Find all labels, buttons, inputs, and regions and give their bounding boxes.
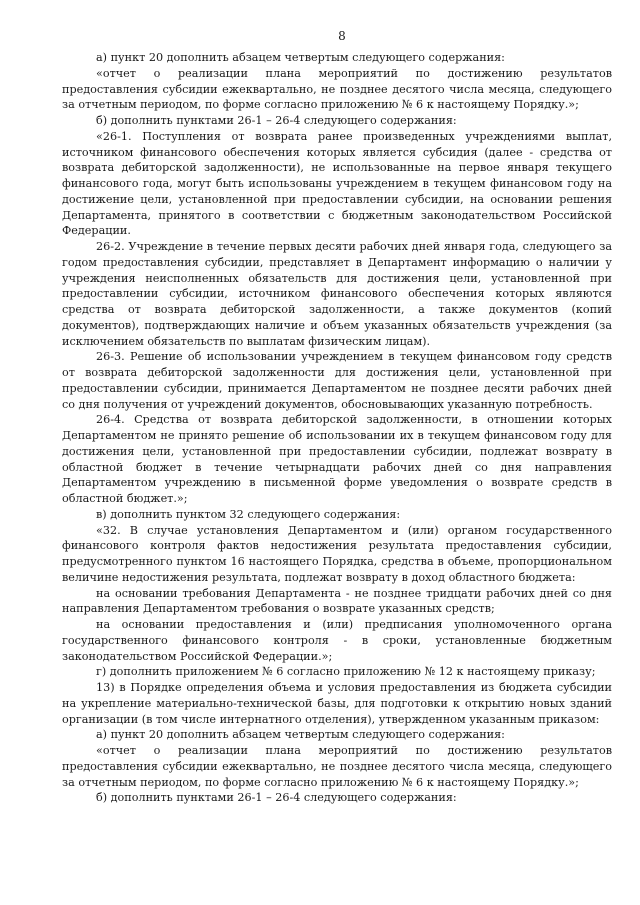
- paragraph-26-3: 26-3. Решение об использовании учреждением в текущем финансовом году средств от возврата дебиторской задолженности для достижения цели, установленной при предоставлении субсидии, принимается Департаментом не позднее десяти рабочих дней со дня получения от учреждений документов, обосновывающих указанную потребность.: [62, 350, 612, 411]
- paragraph-26-2: 26-2. Учреждение в течение первых десяти рабочих дней января года, следующего за годом предоставления субсидии, представляет в Департамент информацию о наличии у учреждения неисполненных обязательств для достижения цели, установленной при предоставлении субсидии, источником финансового обеспечения которых являются средства от возврата дебиторской задолженности, а также документов (копий документов), подтверждающих наличие и объем указанных обязательств учреждения (за исключением обязательств по выплатам физическим лицам).: [62, 240, 612, 348]
- page-number: 8: [338, 29, 346, 43]
- paragraph-13: 13) в Порядке определения объема и условия предоставления из бюджета субсидии на укрепление материально-технической базы, для подготовки к открытию новых зданий организации (в том числе интернатного отделения), утвержденном указанным приказом:: [62, 681, 612, 726]
- paragraph-32-control: на основании предоставления и (или) предписания уполномоченного органа государственного финансового контроля - в сроки, установленные бюджетным законодательством Российской Федерации.»;: [62, 618, 612, 663]
- paragraph-item-b: б) дополнить пунктами 26-1 – 26-4 следующего содержания:: [96, 114, 457, 127]
- paragraph-32: «32. В случае установления Департаментом и (или) органом государственного финансового контроля фактов недостижения результата предоставления субсидии, предусмотренного пунктом 16 настоящего Порядка, средства в объеме, пропорциональном величине недостижения результата, подлежат возврату в доход областного бюджета:: [62, 523, 612, 584]
- paragraph-item-v: в) дополнить пунктом 32 следующего содержания:: [96, 507, 401, 521]
- paragraph-item-a-2: а) пункт 20 дополнить абзацем четвертым следующего содержания:: [96, 728, 505, 742]
- paragraph-32-department: на основании требования Департамента - не позднее тридцати рабочих дней со дня направления Департаментом требования о возврате указанных средств;: [62, 586, 612, 616]
- paragraph-26-4: 26-4. Средства от возврата дебиторской задолженности, в отношении которых Департаментом не принято решение об использовании их в текущем финансовом году для достижения цели, установленной при предоставлении субсидии, подлежат возврату в областной бюджет в течение четырнадцати рабочих дней со дня направления Департаментом учреждению в письменной форме уведомления о возврате средств в областной бюджет.»;: [62, 413, 612, 505]
- paragraph-item-g: г) дополнить приложением № 6 согласно приложению № 12 к настоящему приказу;: [96, 665, 596, 679]
- paragraph-quote-report: «отчет о реализации плана мероприятий по достижению результатов предоставления субсидии ежеквартально, не позднее десятого числа месяца, следующего за отчетным периодом, по форме согласно приложению № 6 к настоящему Порядку.»;: [62, 66, 612, 112]
- paragraph-item-b-2: б) дополнить пунктами 26-1 – 26-4 следующего содержания:: [96, 791, 457, 805]
- paragraph-item-a: а) пункт 20 дополнить абзацем четвертым следующего содержания:: [96, 51, 505, 64]
- paragraph-quote-report-2: «отчет о реализации плана мероприятий по достижению результатов предоставления субсидии ежеквартально, не позднее десятого числа месяца, следующего за отчетным периодом, по форме согласно приложению № 6 к настоящему Порядку.»;: [62, 744, 612, 789]
- paragraph-26-1: «26-1. Поступления от возврата ранее произведенных учреждениями выплат, источником финансового обеспечения которых является субсидия (далее - средства от возврата дебиторской задолженности), не использованные на первое января текущего финансового года, могут быть использованы учреждением в текущем финансовом году на достижение цели, установленной при предоставлении субсидии, на основании решения Департамента, принятого в соответствии с бюджетным законодательством Российской Федерации.: [62, 129, 612, 238]
